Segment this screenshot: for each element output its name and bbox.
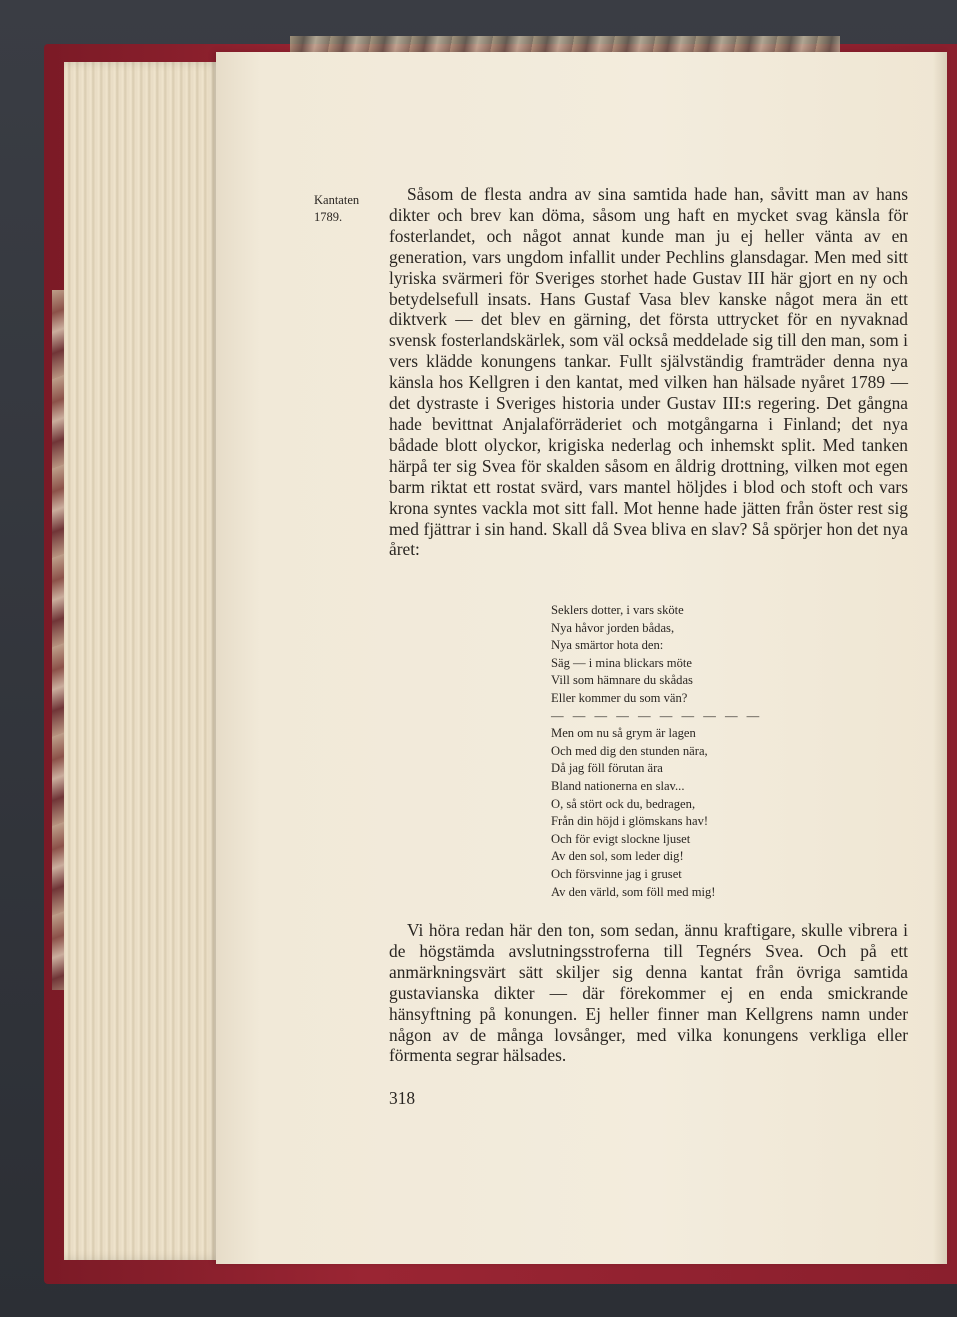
poem-line: Och för evigt slockne ljuset: [551, 831, 691, 846]
paragraph: Såsom de flesta andra av sina samtida hade han, såvitt man av hans dikter och brev kan döma, såsom ung haft en mycket svag känsla för fosterlandet, och något annat kunde man ju ej heller vänta av en generation, vars ungdom infallit under Pechlins glansdagar. Men med sitt lyriska svärmeri för Sveriges storhet hade Gustav III här gjort en ny och betydelsefull insats. Hans Gustaf Vasa blev kanske något mera än ett diktverk — det blev en gärning, det första uttrycket för en nyvaknad svensk fosterlandskärlek, som väl också meddelade sig till den man, som i vers klädde konungens tankar. Fullt självständig framträder denna nya känsla hos Kellgren i den kantat, med vilken han hälsade nyåret 1789 — det dystraste i Sveriges historia under Gustav III:s regering. Det gångna hade bevittnat Anjalaförräderiet och motgångarna i Finland; det nya bådade blott olyckor, krigiska nederlag och inhemskt split. Med tanken härpå ter sig Svea för skalden såsom en åldrig drottning, vilken mot egen barm riktat ett rostat svärd, vars mantel höljdes i blod och stoft och vars krona syntes vackla mot sitt fall. Mot henne hade jätten från öster rest sig med fjättrar i sin hand. Skall då Svea bliva en slav? Så spörjer hon det nya året:: [389, 184, 908, 560]
poem-line: O, så stört ock du, bedragen,: [551, 796, 696, 811]
main-text: [389, 184, 908, 560]
page-number: 318: [389, 1088, 416, 1108]
poem-line: Men om nu så grym är lagen: [551, 726, 696, 741]
poem-line: Då jag föll förutan ära: [551, 761, 663, 776]
poem-separator: — — — — — — — — — —: [551, 708, 763, 723]
poem-line: Vill som hämnare du skådas: [551, 673, 693, 688]
poem-line: Säg — i mina blickars möte: [551, 655, 692, 670]
poem-line: Bland nationerna en slav...: [551, 778, 685, 793]
poem-line: Från din höjd i glömskans hav!: [551, 814, 709, 829]
poem-line: Nya håvor jorden bådas,: [551, 620, 675, 635]
poem-line: Eller kommer du som vän?: [551, 690, 688, 705]
main-text-continued: [389, 920, 908, 1066]
margin-note: [314, 192, 380, 226]
margin-note-line: Kantaten: [314, 193, 360, 207]
paragraph: Vi höra redan här den ton, som sedan, ännu kraftigare, skulle vibrera i de högstämda avslutningsstroferna till Tegnérs Svea. Och på ett anmärkningsvärt sätt skiljer sig denna kantat från övriga samtida gustavianska dikter — där förekommer ej en enda smickrande hänsyftning på konungen. Ej heller finner man Kellgrens namn under någon av de många lovsånger, med vilka konungens verkliga eller förmenta segrar hälsades.: [389, 920, 908, 1066]
poem: [551, 602, 791, 901]
poem-line: Och försvinne jag i gruset: [551, 866, 682, 881]
poem-line: Seklers dotter, i vars sköte: [551, 603, 684, 617]
poem-line: Av den värld, som föll med mig!: [551, 884, 716, 899]
poem-line: Av den sol, som leder dig!: [551, 849, 684, 864]
poem-line: Nya smärtor hota den:: [551, 638, 664, 653]
poem-line: Och med dig den stunden nära,: [551, 743, 708, 758]
margin-note-line: 1789.: [314, 210, 343, 224]
page-edges: [64, 62, 224, 1260]
page-curl-shadow: [933, 52, 947, 1264]
